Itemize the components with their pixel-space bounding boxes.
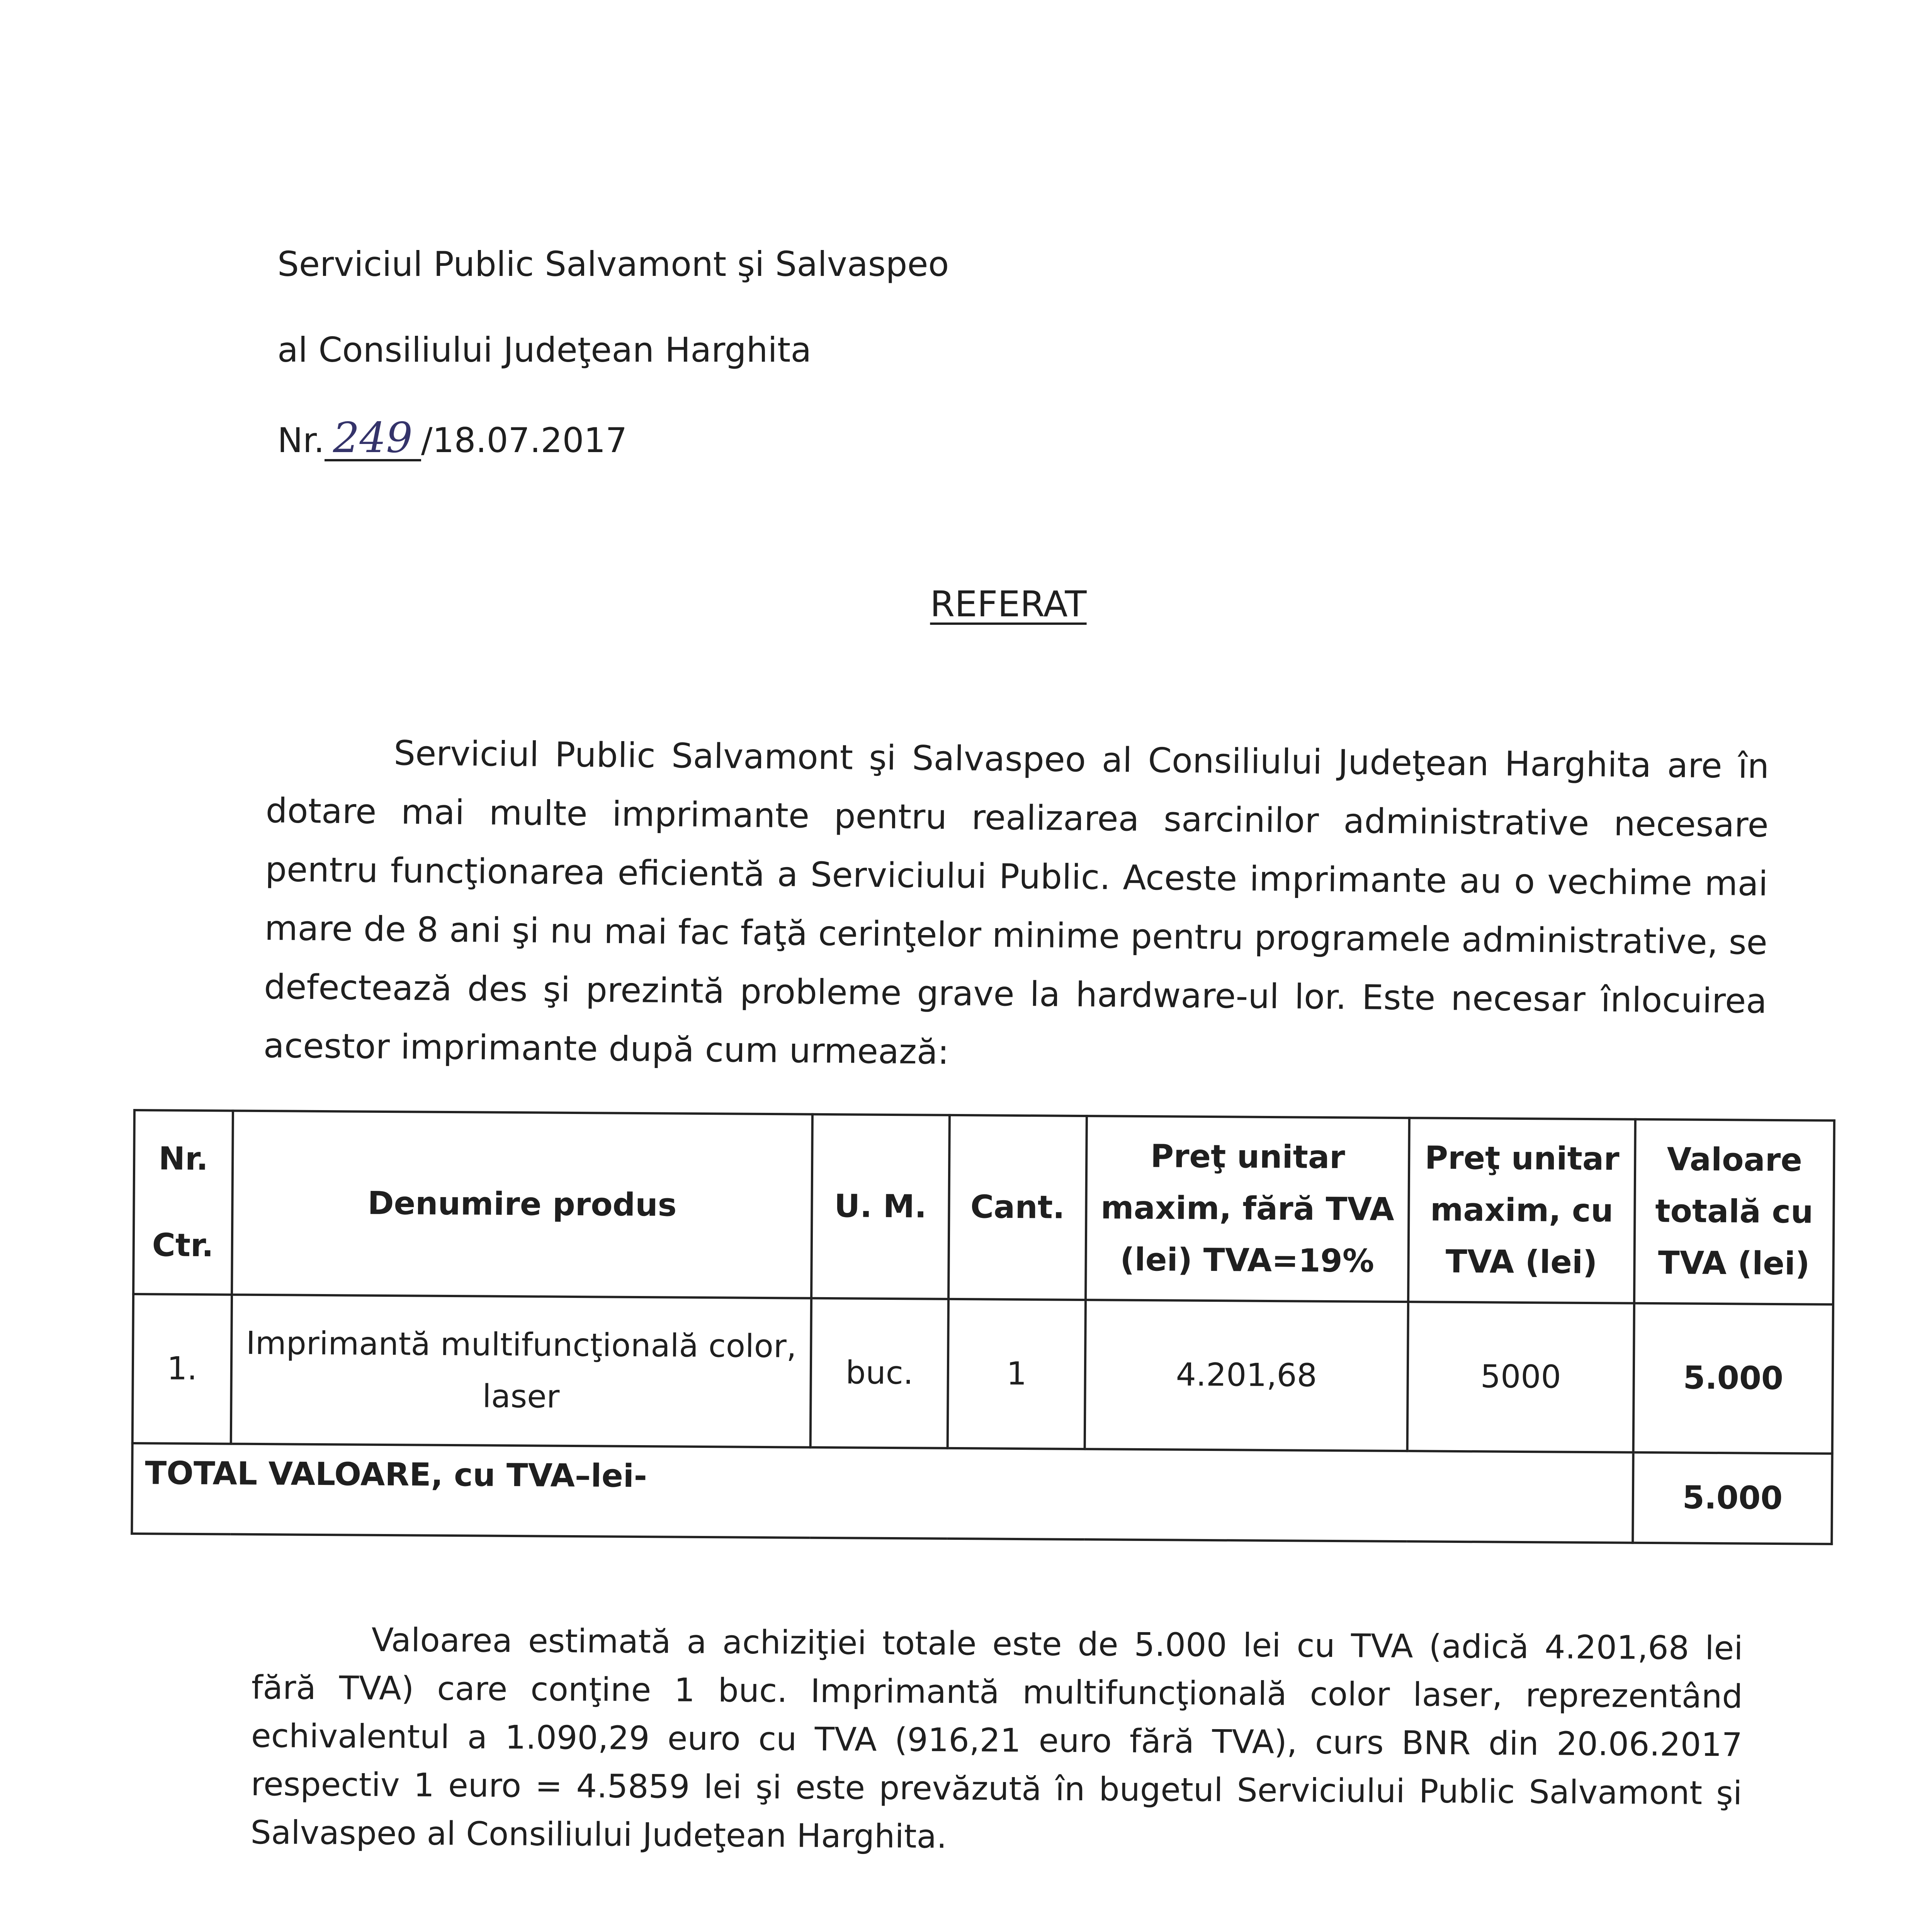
cell-um: buc. (811, 1298, 948, 1448)
document-title: REFERAT (930, 583, 1087, 625)
table-header-row (133, 1110, 1834, 1304)
col-nr: Nr. Ctr. (133, 1110, 233, 1295)
nr-handwritten: 249 (325, 417, 421, 461)
intro-paragraph: Serviciul Public Salvamont şi Salvaspeo al Consiliului Judeţean Harghita are în dotare mai multe imprimante pentru realizarea sarcinilor administrative necesare pentru funcţionarea eficientă a Serviciului Public. Aceste imprimante au o vechime mai mare de 8 ani şi nu mai fac faţă cerinţelor minime pentru programele administrative, se defectează des şi prezintă probleme grave la hardware-ul lor. Este necesar înlocuirea acestor imprimante după cum urmează: (263, 733, 1769, 1072)
cell-qty: 1 (948, 1299, 1086, 1449)
registration-number (277, 414, 627, 462)
nr-prefix: Nr. (277, 420, 325, 460)
issuer-line-2: al Consiliului Judeţean Harghita (277, 330, 812, 370)
total-value: 5.000 (1633, 1452, 1832, 1544)
col-qty: Cant. (948, 1115, 1087, 1300)
cell-product: Imprimantă multifuncţională color, laser (231, 1295, 811, 1447)
table-total-row (132, 1443, 1832, 1544)
col-product: Denumire produs (232, 1111, 812, 1298)
cell-unit-price-vat: 5000 (1407, 1302, 1634, 1452)
col-unit-price-vat: Preţ unitar maxim, cu TVA (lei) (1408, 1118, 1635, 1303)
col-um: U. M. (811, 1114, 950, 1299)
col-unit-price-no-vat: Preţ unitar maxim, fără TVA (lei) TVA=19% (1086, 1116, 1409, 1302)
cell-total-value: 5.000 (1633, 1303, 1833, 1454)
issuer-line-1: Serviciul Public Salvamont şi Salvaspeo (277, 244, 949, 284)
cell-nr: 1. (133, 1294, 232, 1444)
estimate-paragraph: Valoarea estimată a achiziţiei totale este de 5.000 lei cu TVA (adică 4.201,68 lei fără TVA) care conţine 1 buc. Imprimantă multifuncţională color laser, reprezentând echivalentul a 1.090,29 euro cu TVA (916,21 euro fără TVA), curs BNR din 20.06.2017 respectiv 1 euro = 4.5859 lei şi este prevăzută în bugetul Serviciului Public Salvamont şi Salvaspeo al Consiliului Judeţean Harghita. (250, 1621, 1743, 1855)
total-label: TOTAL VALOARE, cu TVA–lei- (132, 1443, 1633, 1543)
table-row (133, 1294, 1833, 1454)
col-total-value: Valoare totală cu TVA (lei) (1634, 1119, 1834, 1304)
nr-date: /18.07.2017 (421, 420, 627, 460)
cell-unit-price-no-vat: 4.201,68 (1085, 1300, 1408, 1451)
products-table (131, 1109, 1841, 1545)
